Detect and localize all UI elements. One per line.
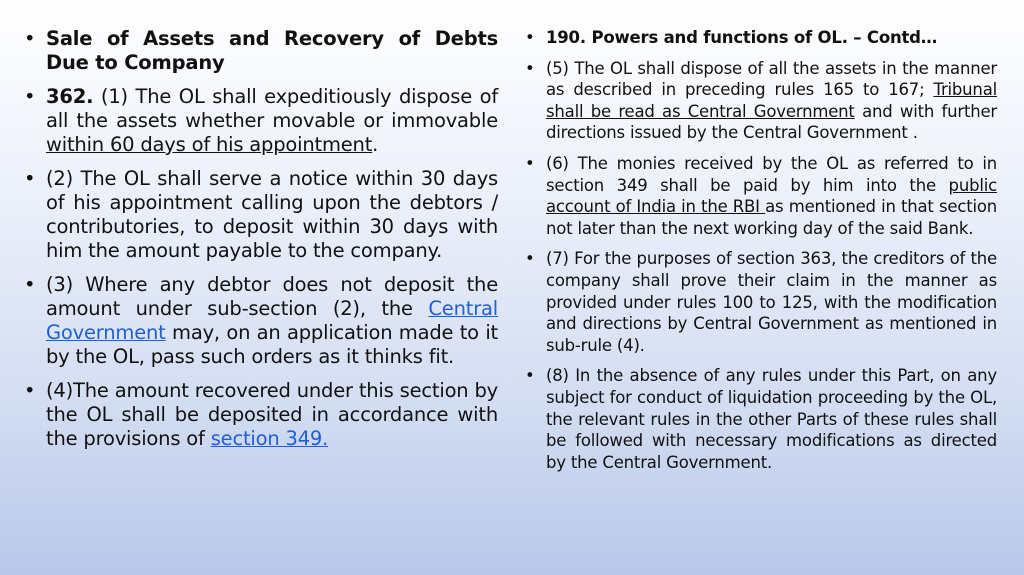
- right-bullet-list: [525, 27, 997, 473]
- item-text: (6) The monies received by the OL as referred to in section 349 shall be paid by him into the: [546, 153, 997, 195]
- right-item-6: [525, 153, 997, 239]
- item-text: (4)The amount recovered under this section by the OL shall be deposited in accordance with the provisions of: [46, 379, 498, 450]
- left-item-heading: [22, 27, 498, 75]
- right-column: [525, 27, 997, 482]
- item-text: (2) The OL shall serve a notice within 30 days of his appointment calling upon the debtors / contributories, to deposit within 30 days with him the amount payable to the company.: [46, 167, 498, 262]
- section-number: 362.: [46, 85, 94, 108]
- heading-text: 190. Powers and functions of OL. – Contd…: [546, 28, 938, 47]
- section-349-link[interactable]: section 349.: [210, 427, 329, 450]
- bullet-icon: •: [24, 167, 36, 190]
- bullet-icon: •: [525, 249, 535, 269]
- item-text: may, on an application made to it by the OL, pass such orders as it thinks fit.: [46, 321, 498, 368]
- left-item-362-4: [22, 379, 498, 451]
- right-item-8: [525, 365, 997, 473]
- bullet-icon: •: [525, 58, 535, 78]
- heading-text: Sale of Assets and Recovery of Debts Due to Company: [46, 27, 498, 74]
- bullet-icon: •: [525, 366, 535, 386]
- right-item-heading: [525, 27, 997, 49]
- bullet-icon: •: [525, 28, 535, 47]
- bullet-icon: •: [525, 153, 535, 173]
- item-text: (5) The OL shall dispose of all the assets in the manner as described in preceding rules 165 to 167;: [546, 58, 997, 100]
- left-item-362-2: [22, 167, 498, 263]
- underlined-text: public account of India in the RBI: [546, 175, 997, 217]
- bullet-icon: •: [24, 273, 36, 296]
- left-column: [22, 27, 498, 461]
- bullet-icon: •: [24, 379, 36, 402]
- left-item-362-1: [22, 85, 498, 157]
- item-text: and with further directions issued by the Central Government .: [546, 101, 998, 143]
- left-item-362-3: [22, 273, 498, 369]
- item-text: (3) Where any debtor does not deposit the amount under sub-section (2), the: [46, 273, 498, 320]
- bullet-icon: •: [24, 27, 36, 50]
- item-text: (7) For the purposes of section 363, the creditors of the company shall prove their claim in the manner as provided under rules 100 to 125, with the modification and directions by Central Government as mentioned in sub-rule (4).: [546, 249, 997, 355]
- underlined-text: Tribunal shall be read as Central Government: [546, 80, 997, 121]
- item-text: .: [372, 133, 379, 156]
- central-government-link[interactable]: Central Government: [46, 297, 498, 344]
- item-text: (8) In the absence of any rules under this Part, on any subject for conduct of liquidation proceeding by the OL, the relevant rules in the other Parts of these rules shall be followed with necessary modifications as directed by the Central Government.: [546, 366, 997, 472]
- right-item-5: [525, 58, 997, 144]
- item-text: (1) The OL shall expeditiously dispose of all the assets whether movable or immovable: [46, 85, 498, 132]
- right-item-7: [525, 248, 997, 356]
- bullet-icon: •: [24, 85, 36, 108]
- item-text: as mentioned in that section not later than the next working day of the said Bank.: [546, 197, 997, 238]
- underlined-text: within 60 days of his appointment: [46, 133, 373, 156]
- left-bullet-list: [22, 27, 498, 451]
